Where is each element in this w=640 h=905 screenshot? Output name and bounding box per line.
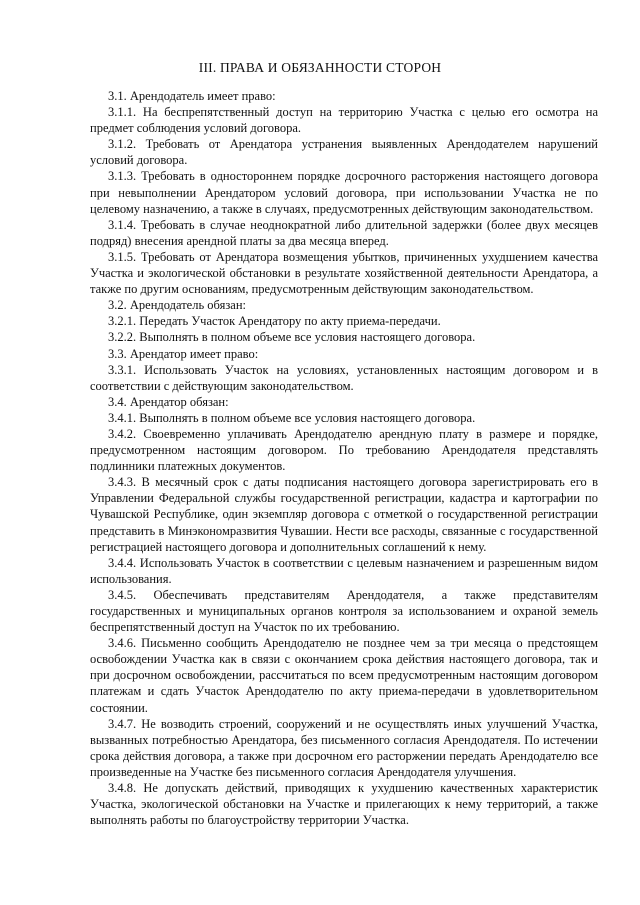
paragraph-3-2-2: 3.2.2. Выполнять в полном объеме все условия настоящего договора. — [108, 330, 476, 345]
document-body — [90, 88, 598, 828]
paragraph-3-1-4: 3.1.4. Требовать в случае неоднократной либо длительной задержки (более двух месяцев подряд) внесения арендной платы за два месяца вперед. — [90, 217, 598, 248]
paragraph-3-2-1: 3.2.1. Передать Участок Арендатору по акту приема-передачи. — [108, 314, 441, 329]
paragraph-3-1-2: 3.1.2. Требовать от Арендатора устранения выявленных Арендодателем нарушений условий договора. — [90, 137, 598, 168]
paragraph-3-2: 3.2. Арендодатель обязан: — [108, 298, 246, 313]
paragraph-3-1-3: 3.1.3. Требовать в одностороннем порядке досрочного расторжения настоящего договора при невыполнении Арендатором условий договора, при использовании Участка не по целевому назначению, а также в случаях, предусмотренных действующим законодательством. — [90, 169, 598, 216]
paragraph-3-4-3: 3.4.3. В месячный срок с даты подписания настоящего договора зарегистрировать его в Управлении Федеральной службы государственной регистрации, кадастра и картографии по Чувашской Республике, один экземпляр договора с отметкой о государственной регистрации представить в Минэкономразвития Чувашии. Нести все расходы, связанные с государственной регистрацией настоящего договора и дополнительных соглашений к нему. — [90, 475, 598, 554]
paragraph-3-1-1: 3.1.1. На беспрепятственный доступ на территорию Участка с целью его осмотра на предмет соблюдения условий договора. — [90, 105, 598, 136]
section-title: III. ПРАВА И ОБЯЗАННОСТИ СТОРОН — [198, 60, 442, 75]
paragraph-3-1-5: 3.1.5. Требовать от Арендатора возмещения убытков, причиненных ухудшением качества Участка и экологической обстановки в результате хозяйственной деятельности Арендатора, а также по другим основаниям, предусмотренным действующим законодательством. — [90, 249, 598, 297]
paragraph-3-4-8: 3.4.8. Не допускать действий, приводящих к ухудшению качественных характеристик Участка, экологической обстановки на Участке и прилегающих к нему территорий, а также выполнять работы по благоустройству территории Участка. — [90, 781, 598, 828]
paragraph-3-1: 3.1. Арендодатель имеет право: — [108, 89, 276, 103]
paragraph-3-4-5: 3.4.5. Обеспечивать представителям Арендодателя, а также представителям государственных и муниципальных органов контроля за использованием и охраной земель беспрепятственный доступ на Участок по их требованию. — [90, 587, 598, 635]
paragraph-3-4-6: 3.4.6. Письменно сообщить Арендодателю не позднее чем за три месяца о предстоящем освобождении Участка как в связи с окончанием срока действия настоящего договора, так и при досрочном освобождении, рассчитаться по всем предусмотренным настоящим договором платежам и сдать Участок Арендодателю по акту приема-передачи в удовлетворительном состоянии. — [90, 636, 598, 715]
paragraph-3-4-7: 3.4.7. Не возводить строений, сооружений и не осуществлять иных улучшений Участка, вызванных потребностью Арендатора, без письменного согласия Арендодателя. По истечении срока действия договора, а также при досрочном его расторжении передать Арендодателю все произведенные на Участке без письменного согласия Арендодателя улучшения. — [90, 716, 598, 779]
paragraph-3-4-1: 3.4.1. Выполнять в полном объеме все условия настоящего договора. — [108, 410, 476, 425]
paragraph-3-4-2: 3.4.2. Своевременно уплачивать Арендодателю арендную плату в размере и порядке, предусмотренном настоящим договором. По требованию Арендодателя представлять подлинники платежных документов. — [90, 426, 598, 474]
paragraph-3-3-1: 3.3.1. Использовать Участок на условиях, установленных настоящим договором и в соответствии с действующим законодательством. — [90, 362, 598, 393]
paragraph-3-3: 3.3. Арендатор имеет право: — [108, 346, 259, 361]
paragraph-3-4: 3.4. Арендатор обязан: — [108, 394, 229, 409]
paragraph-3-4-4: 3.4.4. Использовать Участок в соответствии с целевым назначением и разрешенным видом использования. — [90, 555, 598, 586]
